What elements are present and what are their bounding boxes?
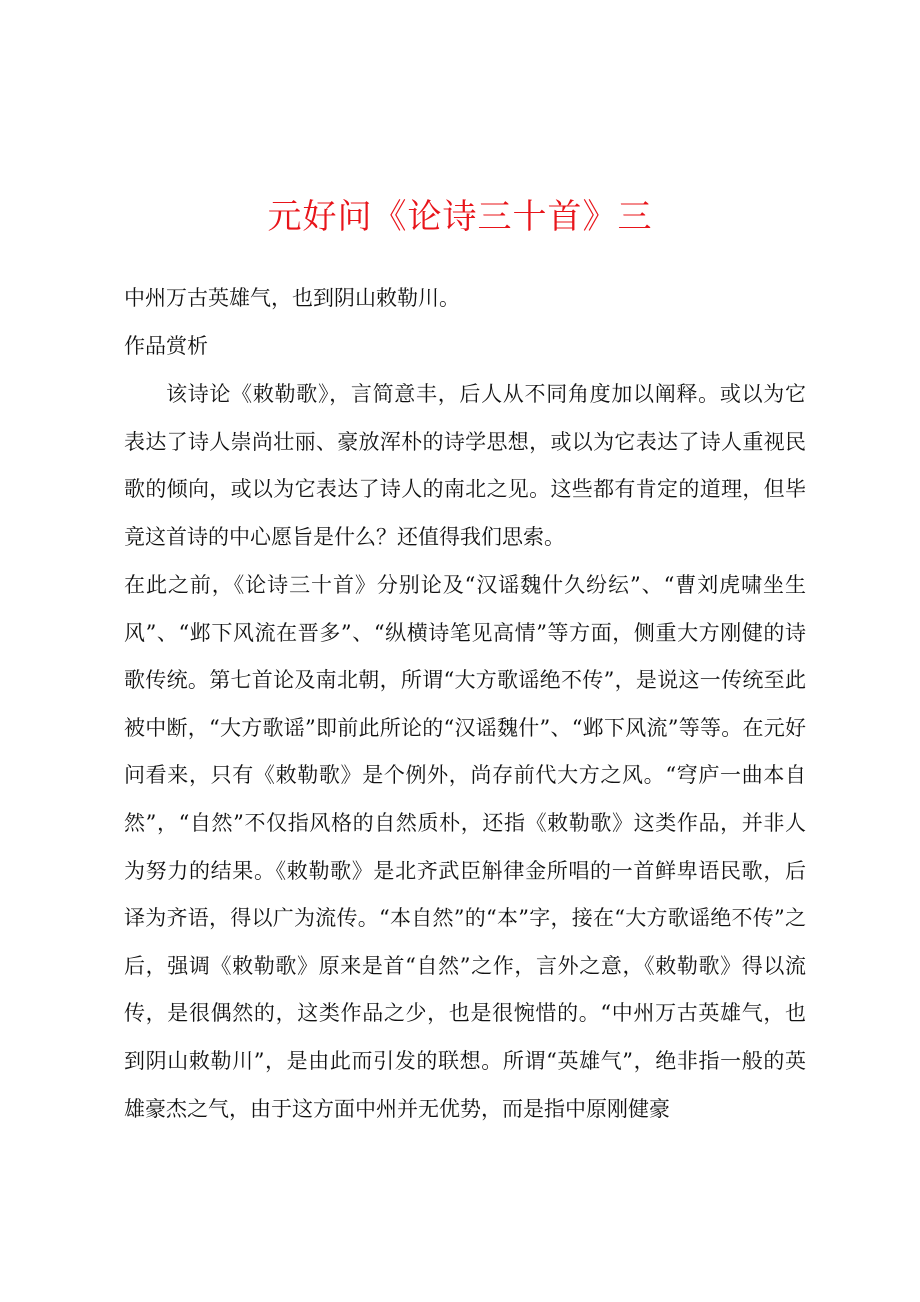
paragraph-intro: 该诗论《敕勒歌》，言简意丰，后人从不同角度加以阐释。或以为它表达了诗人崇尚壮丽、豪放浑朴的诗学思想，或以为它表达了诗人重视民歌的倾向，或以为它表达了诗人的南北之见。这些都有肯定的道理，但毕竟这首诗的中心愿旨是什么？还值得我们思索。 [124, 382, 806, 549]
poem-line: 中州万古英雄气，也到阴山敕勒川。 [124, 286, 460, 310]
document-title: 元好问《论诗三十首》三 [267, 197, 653, 237]
paragraph-analysis: 在此之前，《论诗三十首》分别论及“汉谣魏什久纷纭”、“曹刘虎啸坐生风”、“邺下风流在晋多”、“纵横诗笔见高情”等方面，侧重大方刚健的诗歌传统。第七首论及南北朝，所谓“大方歌谣绝不传”，是说这一传统至此被中断，“大方歌谣”即前此所论的“汉谣魏什”、“邺下风流”等等。在元好问看来，只有《敕勒歌》是个例外，尚存前代大方之风。“穹庐一曲本自然”，“自然”不仅指风格的自然质朴，还指《敕勒歌》这类作品，并非人为努力的结果。《敕勒歌》是北齐武臣斛律金所唱的一首鲜卑语民歌，后译为齐语，得以广为流传。“本自然”的“本”字，接在“大方歌谣绝不传”之后，强调《敕勒歌》原来是首“自然”之作，言外之意，《敕勒歌》得以流传，是很偶然的，这类作品之少，也是很惋惜的。“中州万古英雄气，也到阴山敕勒川”，是由此而引发的联想。所谓“英雄气”，绝非指一般的英雄豪杰之气，由于这方面中州并无优势，而是指中原刚健豪 [124, 573, 806, 1121]
section-heading: 作品赏析 [124, 334, 208, 358]
